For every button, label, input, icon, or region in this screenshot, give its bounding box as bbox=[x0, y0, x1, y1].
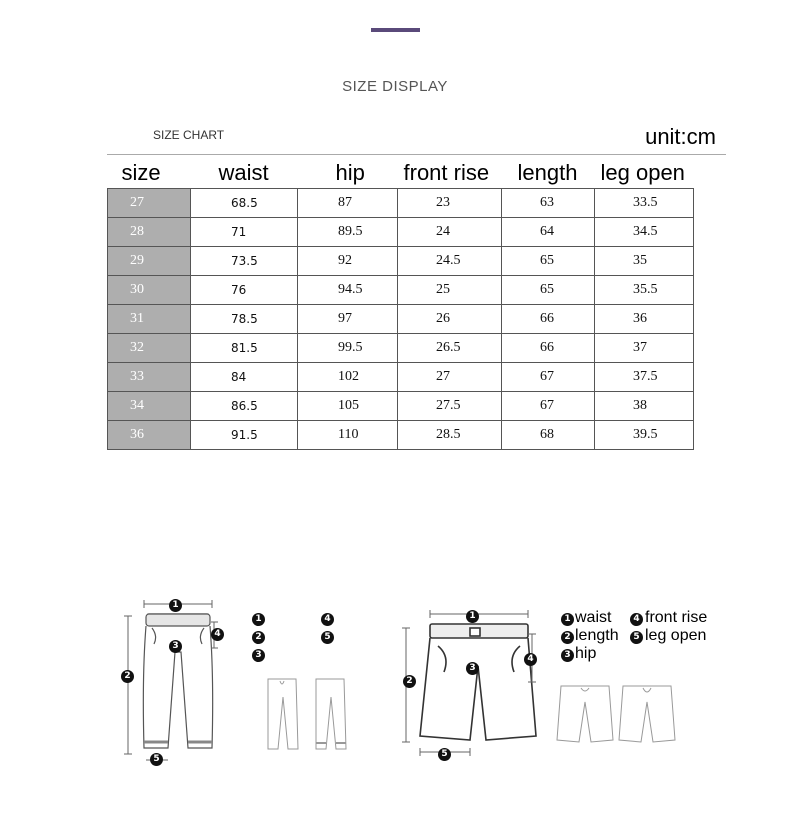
shorts-badge-1: 1 bbox=[466, 610, 479, 623]
table-cell-size: 34 bbox=[108, 392, 191, 421]
table-cell-front-rise: 24.5 bbox=[398, 247, 502, 276]
table-cell-leg-open: 39.5 bbox=[595, 421, 694, 450]
header-divider bbox=[107, 154, 726, 155]
table-cell-hip: 87 bbox=[298, 189, 398, 218]
legend-length-badge: 2 bbox=[561, 631, 574, 644]
unit-label: unit:cm bbox=[645, 124, 716, 149]
table-cell-waist: 81.5 bbox=[191, 334, 298, 363]
shorts-badge-2: 2 bbox=[403, 675, 416, 688]
table-cell-leg-open: 35.5 bbox=[595, 276, 694, 305]
diagram-badge-5: 5 bbox=[150, 753, 163, 766]
table-row bbox=[108, 421, 694, 450]
table-cell-length: 66 bbox=[502, 305, 595, 334]
table-row bbox=[108, 305, 694, 334]
table-cell-front-rise: 24 bbox=[398, 218, 502, 247]
table-cell-leg-open: 36 bbox=[595, 305, 694, 334]
column-header-leg-open: leg open bbox=[600, 159, 685, 185]
page-title: SIZE DISPLAY bbox=[342, 78, 448, 95]
legend-front-rise-badge: 4 bbox=[630, 613, 643, 626]
diagram-badge-1: 1 bbox=[169, 599, 182, 612]
legend-hip-label: hip bbox=[575, 645, 597, 662]
table-cell-hip: 105 bbox=[298, 392, 398, 421]
table-cell-front-rise: 27.5 bbox=[398, 392, 502, 421]
table-cell-size: 32 bbox=[108, 334, 191, 363]
table-cell-leg-open: 37.5 bbox=[595, 363, 694, 392]
legend-waist-badge: 1 bbox=[561, 613, 574, 626]
shorts-thumbnails bbox=[555, 682, 685, 746]
table-cell-front-rise: 26 bbox=[398, 305, 502, 334]
table-row bbox=[108, 363, 694, 392]
table-cell-leg-open: 34.5 bbox=[595, 218, 694, 247]
table-cell-size: 27 bbox=[108, 189, 191, 218]
table-cell-size: 33 bbox=[108, 363, 191, 392]
table-cell-length: 66 bbox=[502, 334, 595, 363]
size-table bbox=[107, 157, 694, 450]
accent-bar bbox=[371, 28, 420, 32]
table-cell-length: 67 bbox=[502, 363, 595, 392]
table-cell-waist: 84 bbox=[191, 363, 298, 392]
column-header-waist: waist bbox=[218, 159, 269, 185]
table-cell-front-rise: 28.5 bbox=[398, 421, 502, 450]
table-cell-size: 28 bbox=[108, 218, 191, 247]
table-row bbox=[108, 334, 694, 363]
diagram-badge-4: 4 bbox=[211, 628, 224, 641]
legend-badge-5: 5 bbox=[321, 631, 334, 644]
table-cell-waist: 68.5 bbox=[191, 189, 298, 218]
table-row bbox=[108, 189, 694, 218]
column-header-front-rise: front rise bbox=[403, 159, 490, 185]
table-cell-hip: 92 bbox=[298, 247, 398, 276]
diagram-badge-3: 3 bbox=[169, 640, 182, 653]
legend-length-label: length bbox=[575, 627, 619, 644]
table-cell-length: 65 bbox=[502, 247, 595, 276]
table-row bbox=[108, 218, 694, 247]
table-cell-waist: 78.5 bbox=[191, 305, 298, 334]
legend-badge-2: 2 bbox=[252, 631, 265, 644]
column-header-hip: hip bbox=[335, 159, 365, 185]
shorts-badge-4: 4 bbox=[524, 653, 537, 666]
legend-leg-open-badge: 5 bbox=[630, 631, 643, 644]
column-header-size: size bbox=[121, 159, 161, 185]
table-cell-size: 30 bbox=[108, 276, 191, 305]
table-cell-front-rise: 25 bbox=[398, 276, 502, 305]
table-cell-size: 29 bbox=[108, 247, 191, 276]
table-cell-waist: 73.5 bbox=[191, 247, 298, 276]
table-cell-length: 67 bbox=[502, 392, 595, 421]
table-cell-waist: 76 bbox=[191, 276, 298, 305]
shorts-badge-5: 5 bbox=[438, 748, 451, 761]
table-cell-front-rise: 27 bbox=[398, 363, 502, 392]
table-header-row bbox=[108, 157, 694, 189]
table-cell-size: 36 bbox=[108, 421, 191, 450]
legend-badge-1: 1 bbox=[252, 613, 265, 626]
table-cell-leg-open: 37 bbox=[595, 334, 694, 363]
legend-hip-badge: 3 bbox=[561, 649, 574, 662]
table-cell-hip: 99.5 bbox=[298, 334, 398, 363]
legend-front-rise-label: front rise bbox=[645, 609, 708, 626]
legend-leg-open-label: leg open bbox=[645, 627, 707, 644]
table-row bbox=[108, 276, 694, 305]
shorts-badge-3: 3 bbox=[466, 662, 479, 675]
table-cell-leg-open: 35 bbox=[595, 247, 694, 276]
pants-thumbnails bbox=[262, 675, 352, 755]
table-cell-waist: 91.5 bbox=[191, 421, 298, 450]
table-cell-leg-open: 38 bbox=[595, 392, 694, 421]
table-cell-waist: 71 bbox=[191, 218, 298, 247]
table-cell-hip: 94.5 bbox=[298, 276, 398, 305]
legend-badge-4: 4 bbox=[321, 613, 334, 626]
table-cell-size: 31 bbox=[108, 305, 191, 334]
table-cell-length: 65 bbox=[502, 276, 595, 305]
table-cell-length: 63 bbox=[502, 189, 595, 218]
table-cell-length: 64 bbox=[502, 218, 595, 247]
legend-waist-label: waist bbox=[575, 609, 612, 626]
size-chart-label: SIZE CHART bbox=[153, 128, 225, 142]
table-cell-leg-open: 33.5 bbox=[595, 189, 694, 218]
table-cell-hip: 97 bbox=[298, 305, 398, 334]
table-cell-hip: 102 bbox=[298, 363, 398, 392]
table-cell-front-rise: 26.5 bbox=[398, 334, 502, 363]
table-body bbox=[108, 189, 694, 450]
table-cell-front-rise: 23 bbox=[398, 189, 502, 218]
table-cell-length: 68 bbox=[502, 421, 595, 450]
shorts-diagram bbox=[398, 600, 558, 760]
table-cell-hip: 89.5 bbox=[298, 218, 398, 247]
pants-diagram bbox=[118, 596, 258, 768]
legend-badge-3: 3 bbox=[252, 649, 265, 662]
table-cell-waist: 86.5 bbox=[191, 392, 298, 421]
table-row bbox=[108, 392, 694, 421]
diagram-badge-2: 2 bbox=[121, 670, 134, 683]
table-cell-hip: 110 bbox=[298, 421, 398, 450]
table-row bbox=[108, 247, 694, 276]
column-header-length: length bbox=[517, 159, 578, 185]
